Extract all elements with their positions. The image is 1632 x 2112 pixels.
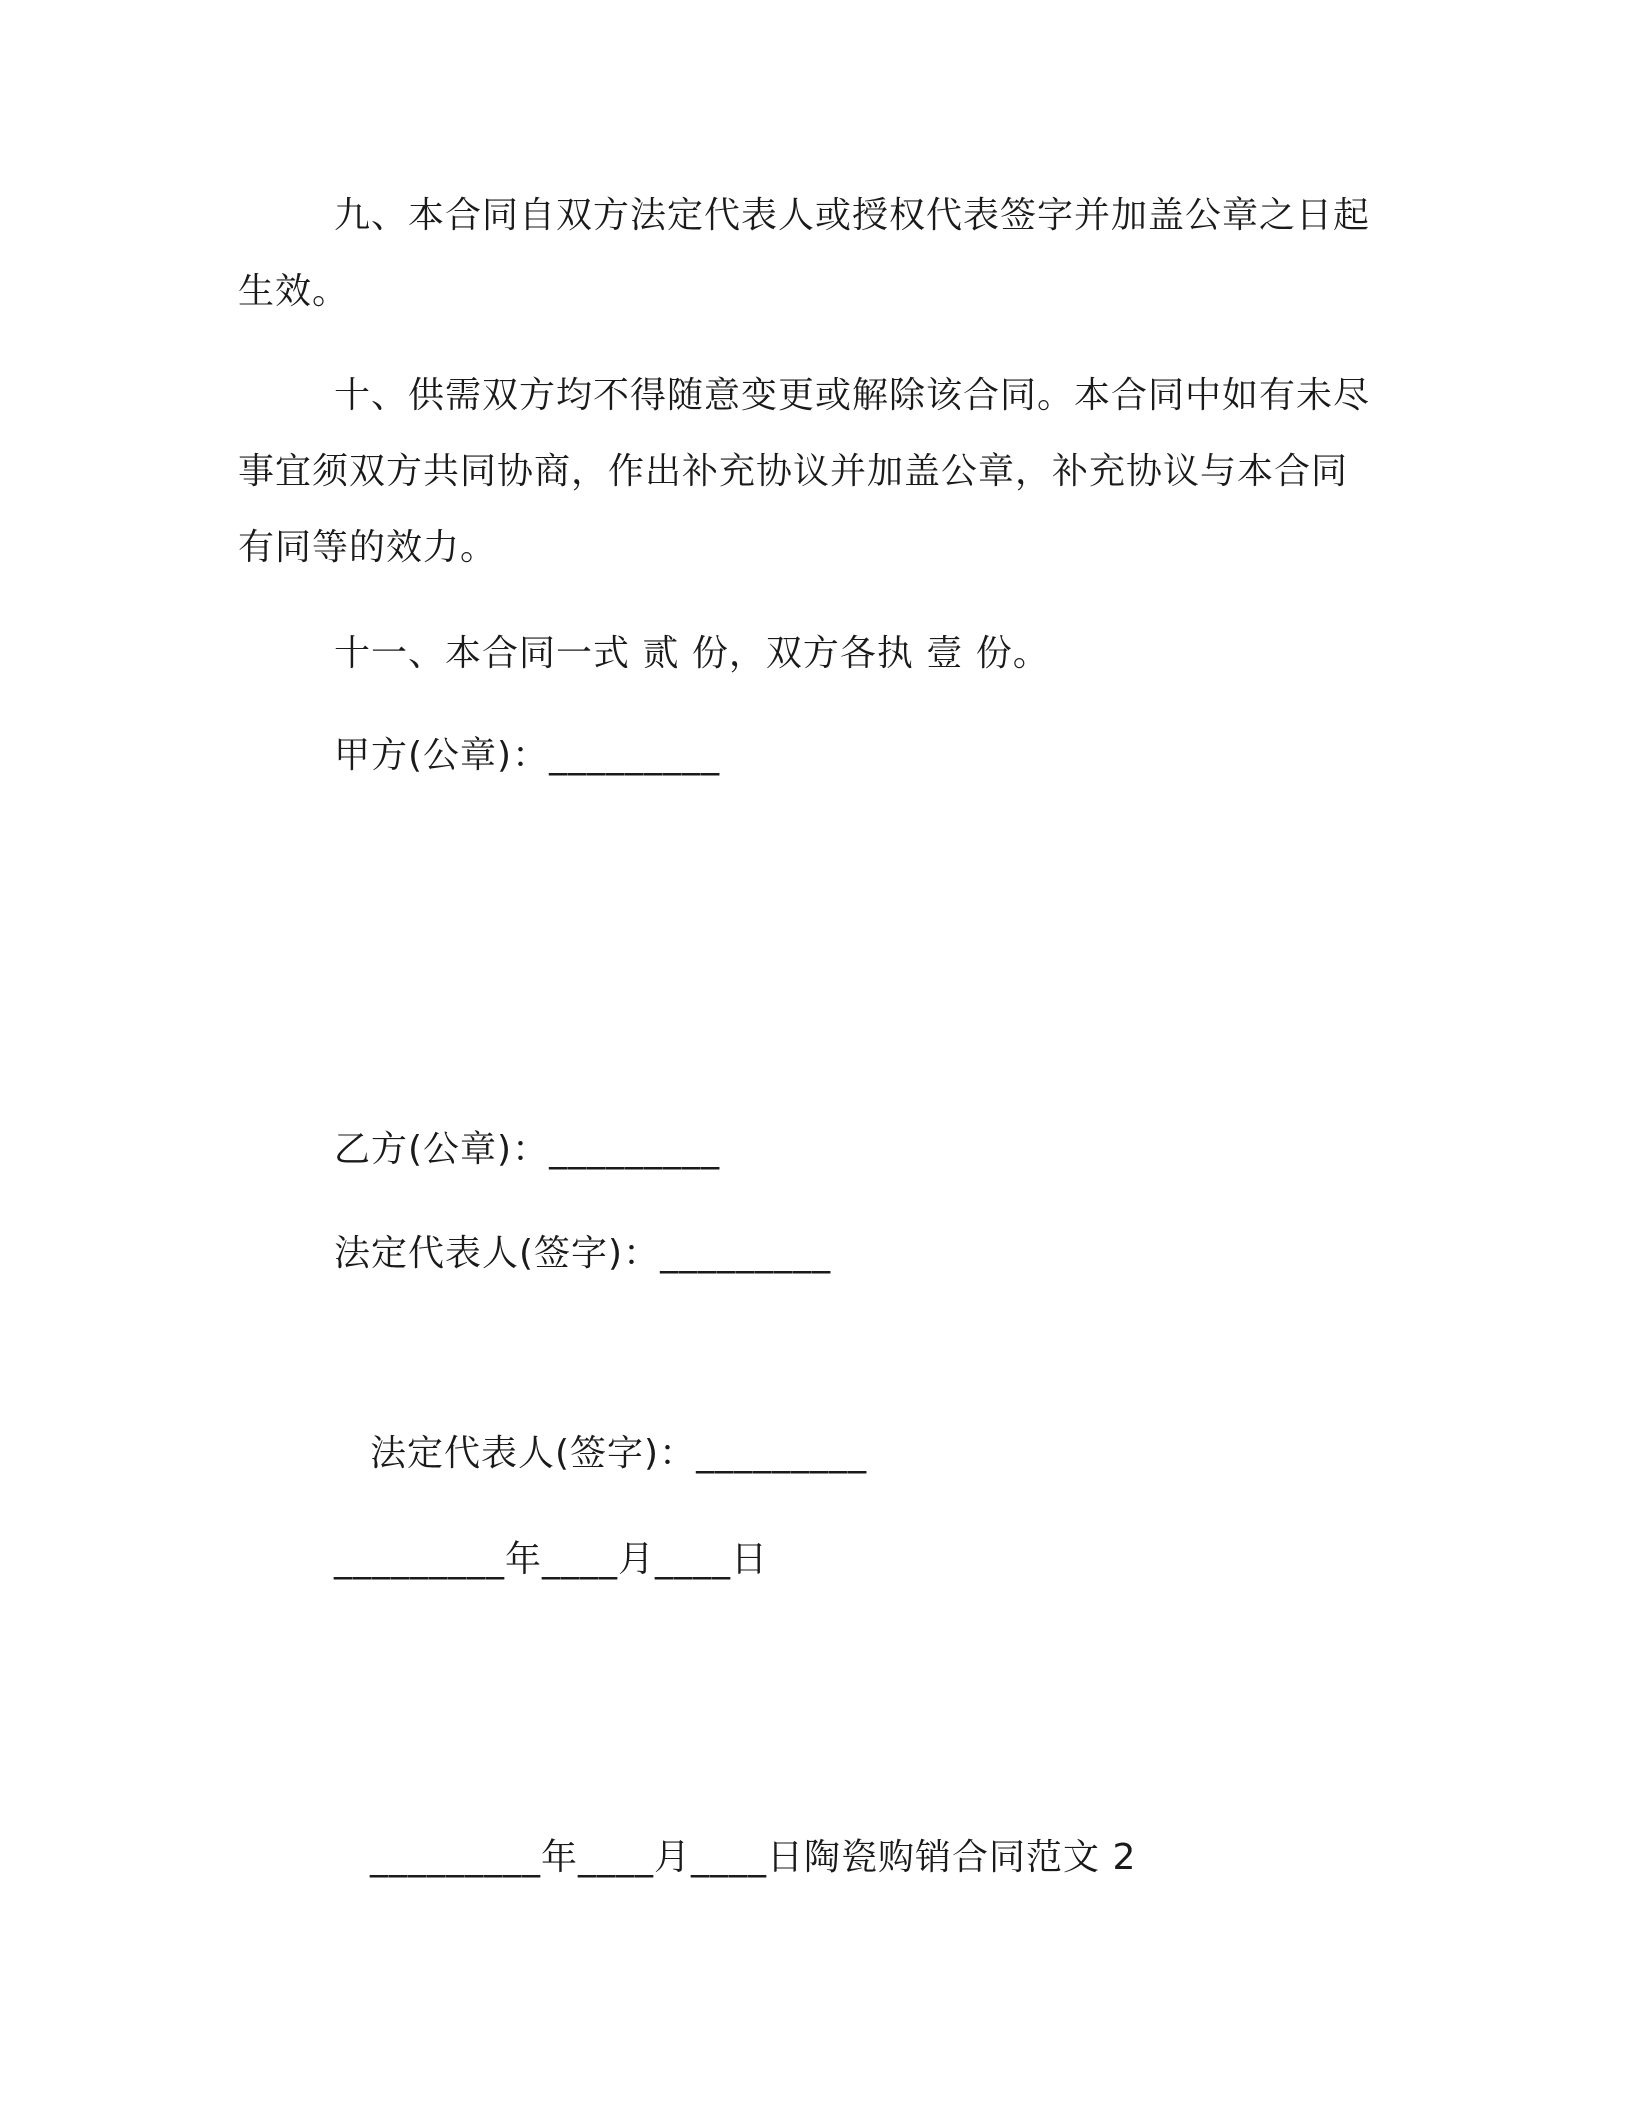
clause9-line2: 生效。 — [238, 271, 350, 312]
party-a-seal-field: 甲方(公章)：_________ — [334, 735, 721, 776]
clause10-line1: 十、供需双方均不得随意变更或解除该合同。本合同中如有未尽 — [334, 375, 1371, 416]
date-and-next-title: _________年____月____日陶瓷购销合同范文 2 — [370, 1837, 1137, 1878]
clause9-line1: 九、本合同自双方法定代表人或授权代表签字并加盖公章之日起 — [334, 195, 1371, 236]
clause11-line1: 十一、本合同一式 贰 份，双方各执 壹 份。 — [334, 633, 1050, 674]
clause10-line3: 有同等的效力。 — [238, 527, 498, 568]
party-b-seal-field: 乙方(公章)：_________ — [334, 1129, 721, 1170]
clause10-line2: 事宜须双方共同协商，作出补充协议并加盖公章，补充协议与本合同 — [238, 451, 1349, 492]
legal-rep-signature-field-1: 法定代表人(签字)：_________ — [334, 1233, 832, 1274]
date-line: _________年____月____日 — [334, 1539, 768, 1580]
legal-rep-signature-field-2: 法定代表人(签字)：_________ — [370, 1433, 868, 1474]
